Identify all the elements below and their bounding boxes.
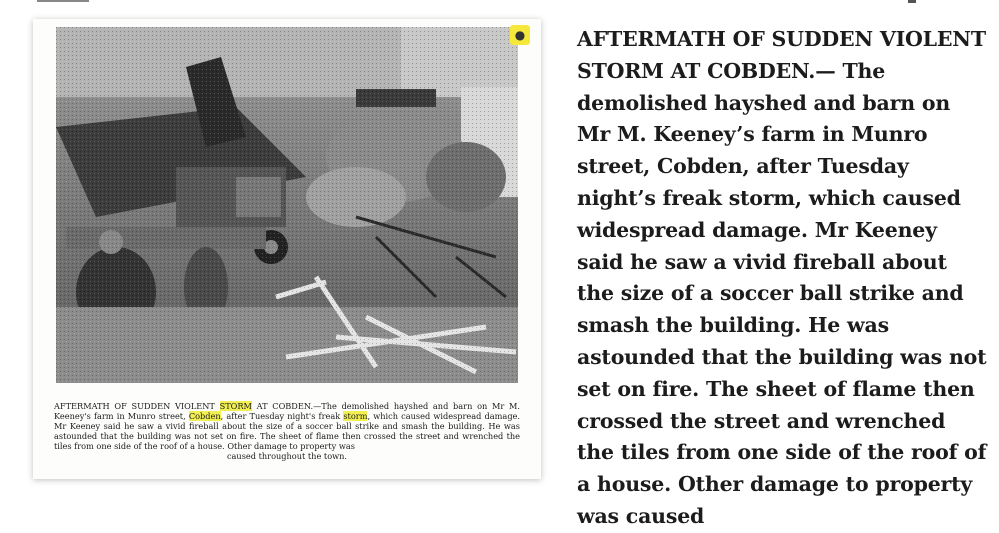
article-text: AFTERMATH OF SUDDEN VIOLENT STORM AT COBDEN.— The demolished hayshed and barn on Mr M. Keeney’s farm in Munro street, Cobden, after Tuesday night’s freak storm, which caused widespread damage. Mr Keeney said he saw a vivid fireball about the size of a soccer ball strike and smash the building. He was astounded that the building was not set on fire. The sheet of flame then crossed the street and wrenched the tiles from one side of the roof of a house. Other damage to property was caused [577,27,987,528]
caption-segment: AT COBDEN.—The demolished hayshed and barn on Mr M. Keeney's farm in Munro street, [54,401,520,421]
caption-segment: AFTERMATH OF SUDDEN VIOLENT [54,401,220,411]
caption-highlight: Cobden [188,411,221,421]
photo-caption [54,401,520,461]
top-divider [37,0,89,2]
caption-highlight: storm [343,411,368,421]
caption-segment: , which caused widespread damage. Mr Keeney said he saw a vivid fireball about the size of a soccer ball strike and smash the building. He was astounded that the building was not set on fire. The sheet of flame then crossed the street and wrenched the tiles from one side of the roof of a house. Other damage to property was [54,411,521,451]
caption-segment: , after Tuesday night's freak [220,411,344,421]
newspaper-clipping [33,19,541,479]
lightbulb-icon[interactable]: ● [510,25,530,45]
caption-highlight: STORM [219,401,252,411]
storm-damage-photo [56,27,518,383]
top-edge-mark [908,0,916,3]
caption-last-line: caused throughout the town. [226,451,348,461]
